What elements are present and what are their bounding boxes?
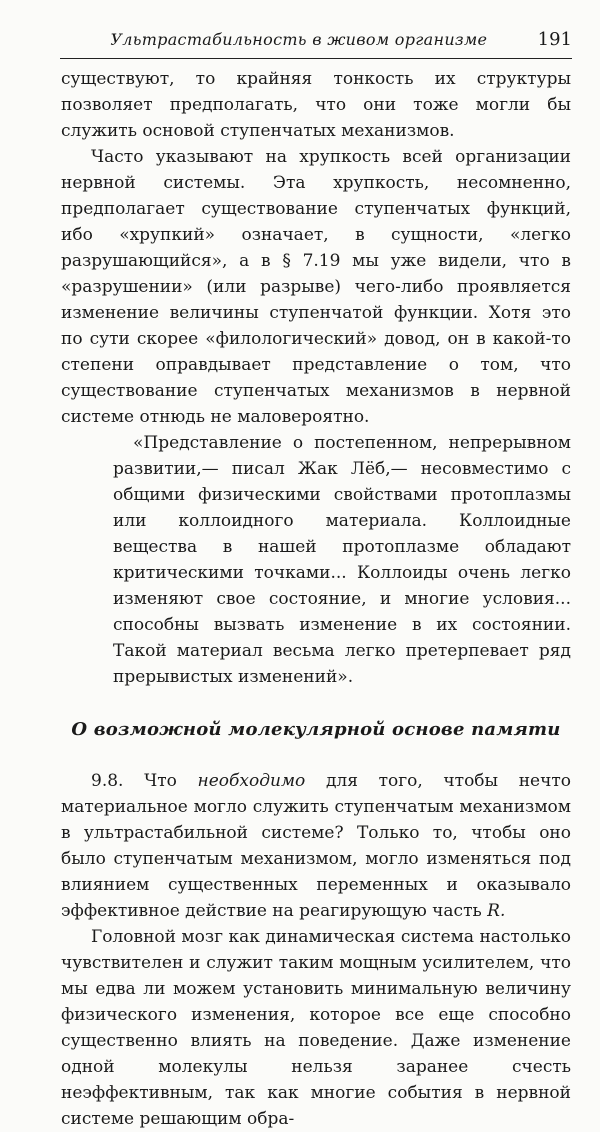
loeb-quote: «Представление о постепенном, непрерывном развитии,— писал Жак Лёб,— несовместимо с общими физическими свойствами протоплазмы или коллоидного материала. Коллоидные вещества в нашей протоплазме обладают критическими точками... Коллоиды очень легко изменяют свое состояние, и многие условия... способны вызвать изменение в их состоянии. Такой материал весьма легко претерпевает ряд прерывистых изменений». <box>113 433 571 687</box>
running-title: Ультрастабильность в живом организме <box>110 30 488 49</box>
p3-emphasis: необходимо <box>197 771 306 791</box>
p3-before: Что <box>144 771 177 791</box>
header-rule <box>60 58 572 59</box>
paragraph-fragility: Часто указывают на хрупкость всей организации нервной системы. Эта хрупкость, несомненно, предполагает существование ступенчатых функций, ибо «хрупкий» означает, в сущности, «легко разрушающийся», а в § 7.19 мы уже видели, что в «разрушении» (или разрыве) чего-либо проявляется изменение величины ступенчатой функции. Хотя это по сути скорее «филологический» довод, он в какой-то степени оправдывает представление о том, что существование ступенчатых механизмов в нервной системе отнюдь не маловероятно. <box>61 147 571 427</box>
section-heading: О возможной молекулярной основе памяти <box>71 719 561 740</box>
page-number: 191 <box>537 29 572 50</box>
body-text <box>61 66 571 1132</box>
paragraph-9-8 <box>61 768 571 924</box>
paragraph-brain: Головной мозг как динамическая система настолько чувствителен и служит таким мощным усилителем, что мы едва ли можем установить минимальную величину физического изменения, которое все еще способно существенно влиять на поведение. Даже изменение одной молекулы нельзя заранее счесть неэффективным, так как многие события в нервной системе решающим обра- <box>61 927 571 1129</box>
p3-after: для того, чтобы нечто материальное могло служить ступенчатым механизмом в ультрастабильной системе? Только то, чтобы оно было ступенчатым механизмом, могло изменяться под влиянием существенных переменных и оказывало эффективное действие на реагирующую часть <box>61 771 571 921</box>
variable-r: R. <box>487 901 506 921</box>
paragraph-continued: существуют, то крайняя тонкость их структуры позволяет предполагать, что они тоже могли бы служить основой ступенчатых механизмов. <box>61 69 571 141</box>
section-number: 9.8. <box>91 771 124 791</box>
running-head <box>60 30 572 50</box>
